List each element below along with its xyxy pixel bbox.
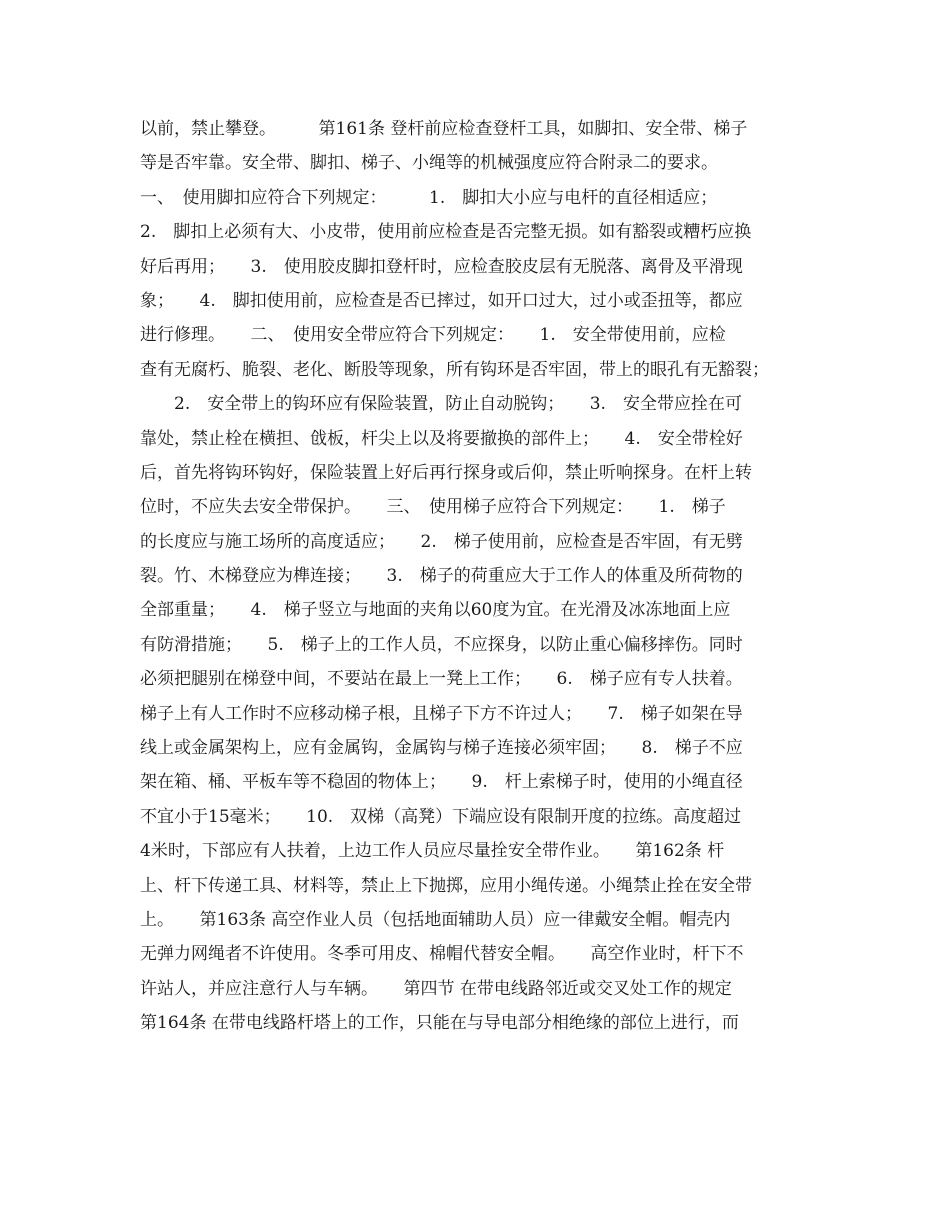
- text-line: 线上或金属架构上，应有金属钩，金属钩与梯子连接必须牢固； 8. 梯子不应: [140, 738, 743, 759]
- text-line: 2. 脚扣上必须有大、小皮带，使用前应检查是否完整无损。如有豁裂或糟朽应换: [140, 222, 752, 243]
- text-line: 等是否牢靠。安全带、脚扣、梯子、小绳等的机械强度应符合附录二的要求。: [140, 153, 718, 174]
- text-line: 全部重量； 4. 梯子竖立与地面的夹角以60度为宜。在光滑及冰冻地面上应: [140, 600, 731, 621]
- text-line: 2. 安全带上的钩环应有保险装置，防止自动脱钩； 3. 安全带应拴在可: [140, 394, 742, 415]
- text-line: 一、 使用脚扣应符合下列规定： 1. 脚扣大小应与电杆的直径相适应；: [140, 187, 718, 208]
- text-line: 第164条 在带电线路杆塔上的工作，只能在与导电部分相绝缘的部位上进行，而: [140, 1013, 739, 1034]
- text-line: 后，首先将钩环钩好，保险装置上好后再行探身或后仰，禁止听响探身。在杆上转: [140, 462, 752, 483]
- text-line: 上、杆下传递工具、材料等，禁止上下抛掷，应用小绳传递。小绳禁止拴在安全带: [140, 875, 752, 896]
- text-line: 必须把腿别在梯登中间，不要站在最上一凳上工作； 6. 梯子应有专人扶着。: [140, 669, 743, 690]
- text-line: 好后再用； 3. 使用胶皮脚扣登杆时，应检查胶皮层有无脱落、离骨及平滑现: [140, 256, 743, 277]
- text-line: 的长度应与施工场所的高度适应； 2. 梯子使用前，应检查是否牢固，有无劈: [140, 531, 743, 552]
- text-line: 象； 4. 脚扣使用前，应检查是否已摔过，如开口过大，过小或歪扭等，都应: [140, 290, 743, 311]
- text-line: 架在箱、桶、平板车等不稳固的物体上； 9. 杆上索梯子时，使用的小绳直径: [140, 772, 743, 793]
- body-text: [140, 112, 810, 1041]
- text-line: 进行修理。 二、 使用安全带应符合下列规定： 1. 安全带使用前，应检: [140, 325, 726, 346]
- text-line: 不宜小于15毫米； 10. 双梯（高凳）下端应设有限制开度的拉练。高度超过: [140, 806, 742, 827]
- text-line: 梯子上有人工作时不应移动梯子根，且梯子下方不许过人； 7. 梯子如架在导: [140, 703, 743, 724]
- text-line: 裂。竹、木梯登应为榫连接； 3. 梯子的荷重应大于工作人的体重及所荷物的: [140, 566, 743, 587]
- text-line: 有防滑措施； 5. 梯子上的工作人员，不应探身，以防止重心偏移摔伤。同时: [140, 634, 743, 655]
- text-line: 位时，不应失去安全带保护。 三、 使用梯子应符合下列规定： 1. 梯子: [140, 497, 726, 518]
- text-line: 无弹力网绳者不许使用。冬季可用皮、棉帽代替安全帽。 高空作业时，杆下不: [140, 944, 744, 965]
- text-line: 以前，禁止攀登。 第161条 登杆前应检查登杆工具，如脚扣、安全带、梯子: [140, 119, 748, 139]
- text-line: 4米时，下部应有人扶着，上边工作人员应尽量拴安全带作业。 第162条 杆: [140, 841, 725, 862]
- text-line: 上。 第163条 高空作业人员（包括地面辅助人员）应一律戴安全帽。帽壳内: [140, 909, 731, 930]
- text-line: 靠处，禁止栓在横担、戗板，杆尖上以及将要撤换的部件上； 4. 安全带栓好: [140, 428, 743, 449]
- text-line: 许站人，并应注意行人与车辆。 第四节 在带电线路邻近或交叉处工作的规定: [140, 978, 732, 999]
- text-line: 查有无腐朽、脆裂、老化、断股等现象，所有钩环是否牢固，带上的眼孔有无豁裂；: [140, 359, 769, 380]
